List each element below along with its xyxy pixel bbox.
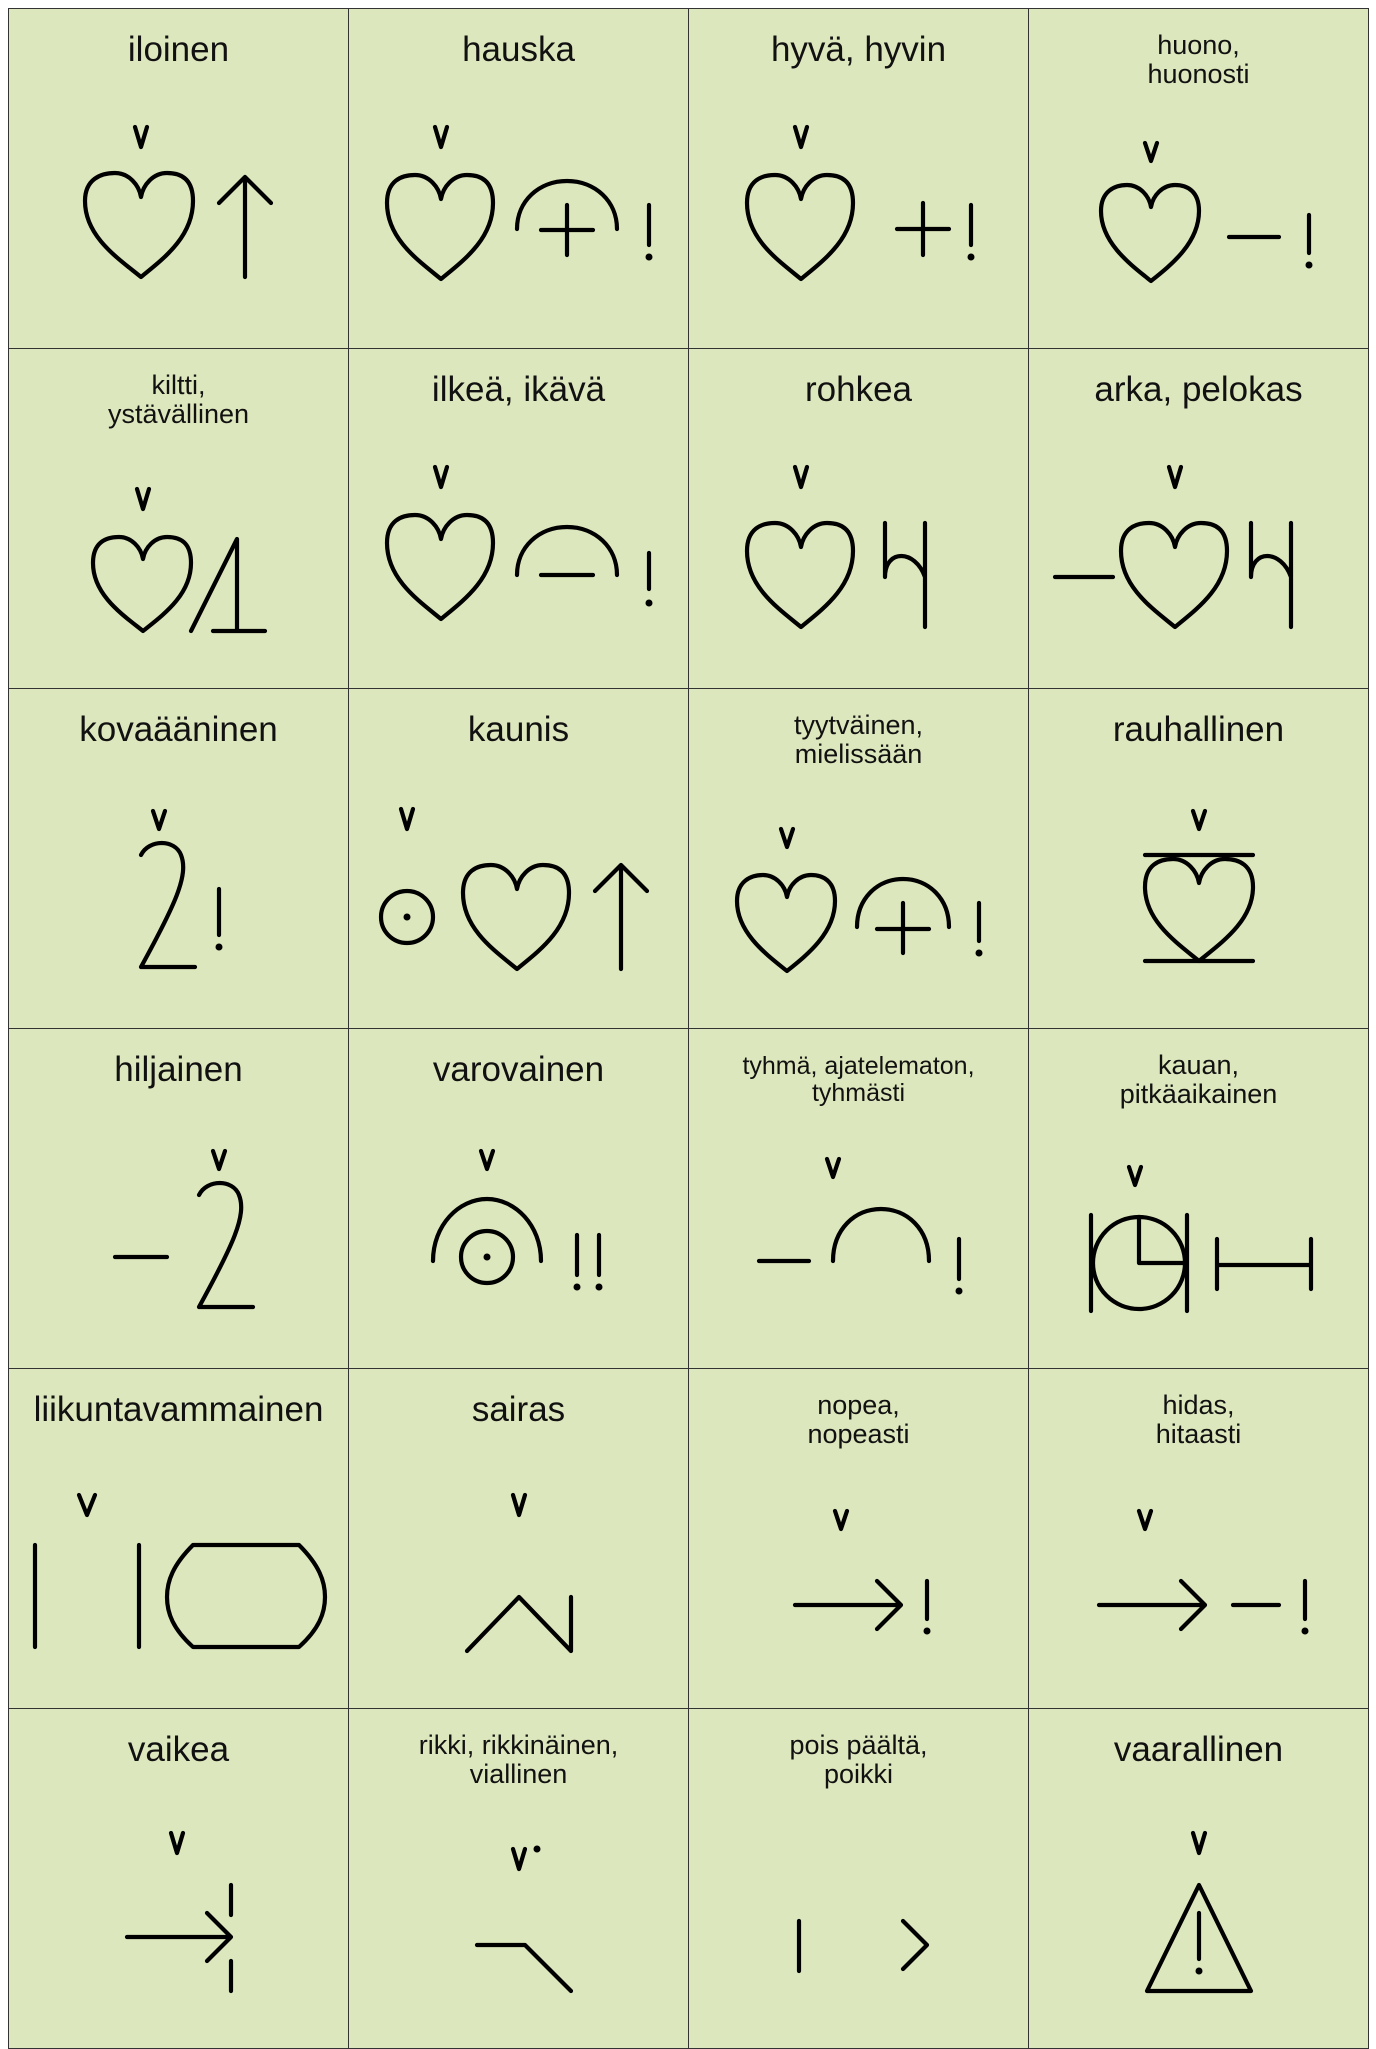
mobility-impaired-icon [9, 1369, 349, 1709]
card-label: rikki, rikkinäinen, viallinen [418, 1730, 619, 1790]
clock-duration-icon [1029, 1029, 1369, 1369]
symbol-card[interactable] [1028, 8, 1369, 349]
warning-triangle-icon [1029, 1709, 1369, 2049]
arrow-exclamation-icon [689, 1369, 1029, 1709]
card-label: vaikea [127, 1730, 230, 1769]
heart-minus-exclamation-icon [1029, 9, 1369, 349]
symbol-card[interactable] [8, 688, 349, 1029]
heart-minus-arc-exclamation-icon [349, 349, 689, 689]
card-label: tyhmä, ajatelematon, tyhmästi [742, 1052, 975, 1107]
card-label: arka, pelokas [1094, 370, 1303, 409]
symbol-card[interactable] [688, 1708, 1029, 2049]
card-label: hyvä, hyvin [770, 30, 947, 69]
card-label: rauhallinen [1112, 710, 1285, 749]
card-label: pois päältä, poikki [789, 1730, 928, 1790]
eye-arc-double-exclamation-icon [349, 1029, 689, 1369]
symbol-card[interactable] [8, 348, 349, 689]
broken-icon [349, 1709, 689, 2049]
symbol-card[interactable] [348, 1368, 689, 1709]
card-label: iloinen [127, 30, 230, 69]
card-label: hidas, hitaasti [1155, 1390, 1242, 1450]
symbol-card[interactable] [8, 1708, 349, 2049]
card-label: nopea, nopeasti [807, 1390, 910, 1450]
sick-icon [349, 1369, 689, 1709]
card-label: sairas [471, 1390, 566, 1429]
off-icon [689, 1709, 1029, 2049]
symbol-grid [8, 8, 1368, 2042]
symbol-card[interactable] [1028, 688, 1369, 1029]
minus-heart-courage-icon [1029, 349, 1369, 689]
symbol-card[interactable] [1028, 1708, 1369, 2049]
card-label: kauan, pitkäaikainen [1119, 1050, 1278, 1110]
symbol-card[interactable] [688, 1028, 1029, 1369]
heart-courage-icon [689, 349, 1029, 689]
symbol-card[interactable] [688, 688, 1029, 1029]
symbol-card[interactable] [688, 8, 1029, 349]
card-label: ilkeä, ikävä [431, 370, 606, 409]
arrow-minus-exclamation-icon [1029, 1369, 1369, 1709]
heart-plus-exclamation-icon [689, 9, 1029, 349]
minus-sound-icon [9, 1029, 349, 1369]
card-label: rohkea [804, 370, 913, 409]
card-label: kiltti, ystävällinen [107, 370, 250, 430]
card-label: hiljainen [114, 1050, 243, 1089]
heart-up-arrow-icon [9, 9, 349, 349]
card-label: kovaääninen [79, 710, 278, 749]
minus-mind-exclamation-icon [689, 1029, 1029, 1369]
symbol-card[interactable] [8, 1028, 349, 1369]
eye-heart-up-arrow-icon [349, 689, 689, 1029]
symbol-card[interactable] [348, 1028, 689, 1369]
heart-giving-icon [9, 349, 349, 689]
heart-plus-arc-satisfied-icon [689, 689, 1029, 1029]
symbol-card[interactable] [1028, 1028, 1369, 1369]
symbol-card[interactable] [8, 8, 349, 349]
card-label: tyytväinen, mielissään [793, 710, 924, 770]
symbol-card[interactable] [348, 1708, 689, 2049]
symbol-card[interactable] [348, 348, 689, 689]
heart-plus-arc-exclamation-icon [349, 9, 689, 349]
card-label: varovainen [432, 1050, 605, 1089]
symbol-card[interactable] [688, 348, 1029, 689]
card-label: huono, huonosti [1147, 30, 1250, 90]
symbol-card[interactable] [1028, 1368, 1369, 1709]
calm-heart-icon [1029, 689, 1369, 1029]
symbol-card[interactable] [348, 688, 689, 1029]
loud-sound-icon [9, 689, 349, 1029]
difficult-arrow-icon [9, 1709, 349, 2049]
card-label: hauska [462, 30, 575, 69]
symbol-card[interactable] [348, 8, 689, 349]
symbol-card[interactable] [8, 1368, 349, 1709]
card-label: vaarallinen [1113, 1730, 1284, 1769]
card-label: kaunis [467, 710, 570, 749]
symbol-card[interactable] [688, 1368, 1029, 1709]
card-label: liikuntavammainen [33, 1390, 324, 1429]
symbol-card[interactable] [1028, 348, 1369, 689]
